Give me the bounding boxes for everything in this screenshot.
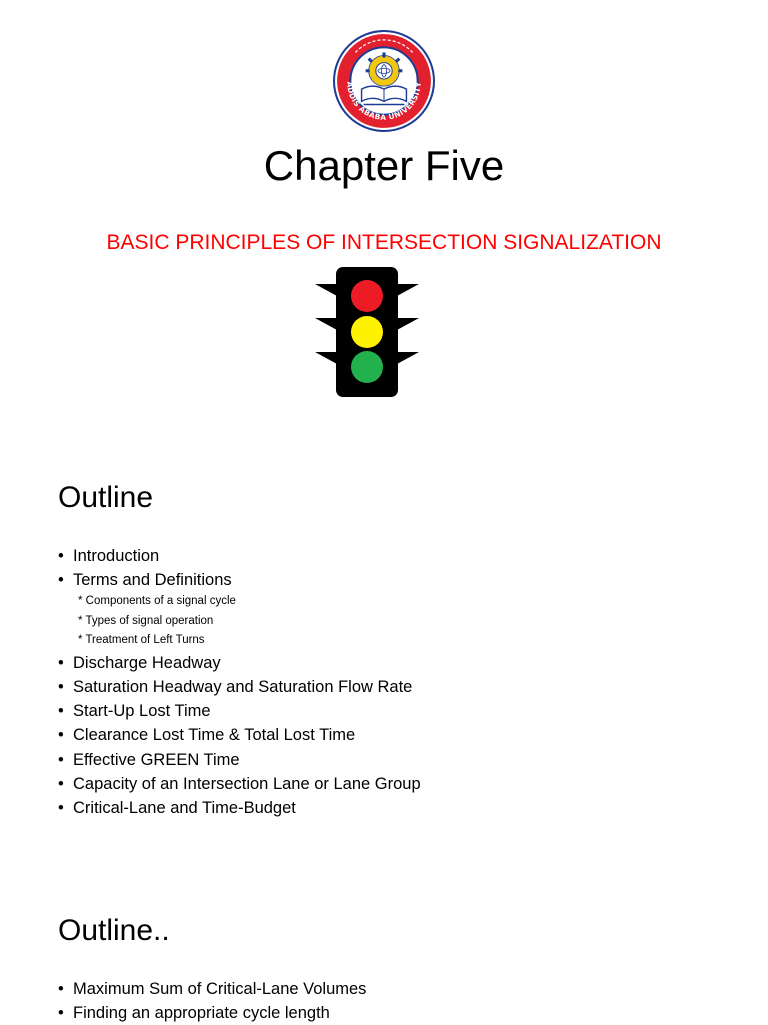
outline-item: • Finding an appropriate cycle length	[58, 1001, 366, 1025]
red-light	[351, 280, 383, 312]
outline-subitem: * Components of a signal cycle	[78, 595, 236, 608]
outline-list	[58, 544, 421, 820]
logo-text: ADDIS ABABA UNIVERSITY	[345, 81, 423, 122]
traffic-light-icon	[312, 266, 422, 398]
outline-item: • Maximum Sum of Critical-Lane Volumes	[58, 977, 366, 1001]
title-slide	[0, 0, 768, 430]
outline-item: • Effective GREEN Time	[58, 748, 421, 772]
chapter-subtitle: BASIC PRINCIPLES OF INTERSECTION SIGNALIZATION	[106, 231, 662, 254]
outline-slide	[0, 462, 768, 862]
green-light	[351, 351, 383, 383]
university-logo	[333, 30, 435, 132]
outline-item: • Clearance Lost Time & Total Lost Time	[58, 723, 421, 747]
outline-continued-slide	[0, 895, 768, 1024]
outline-item: • Discharge Headway	[58, 651, 421, 675]
chapter-title: Chapter Five	[263, 142, 505, 189]
outline-continued-list	[58, 977, 366, 1025]
outline-continued-heading: Outline..	[58, 914, 170, 947]
outline-item: • Critical-Lane and Time-Budget	[58, 796, 421, 820]
outline-subitem: * Types of signal operation	[78, 614, 214, 627]
outline-item: • Start-Up Lost Time	[58, 699, 421, 723]
outline-item: • Capacity of an Intersection Lane or Lane Group	[58, 772, 421, 796]
outline-heading: Outline	[58, 481, 154, 514]
outline-item: • Saturation Headway and Saturation Flow Rate	[58, 675, 421, 699]
yellow-light	[351, 316, 383, 348]
outline-item: • Terms and Definitions	[58, 568, 421, 592]
outline-subitem: * Treatment of Left Turns	[78, 634, 205, 647]
outline-item: • Introduction	[58, 544, 421, 568]
